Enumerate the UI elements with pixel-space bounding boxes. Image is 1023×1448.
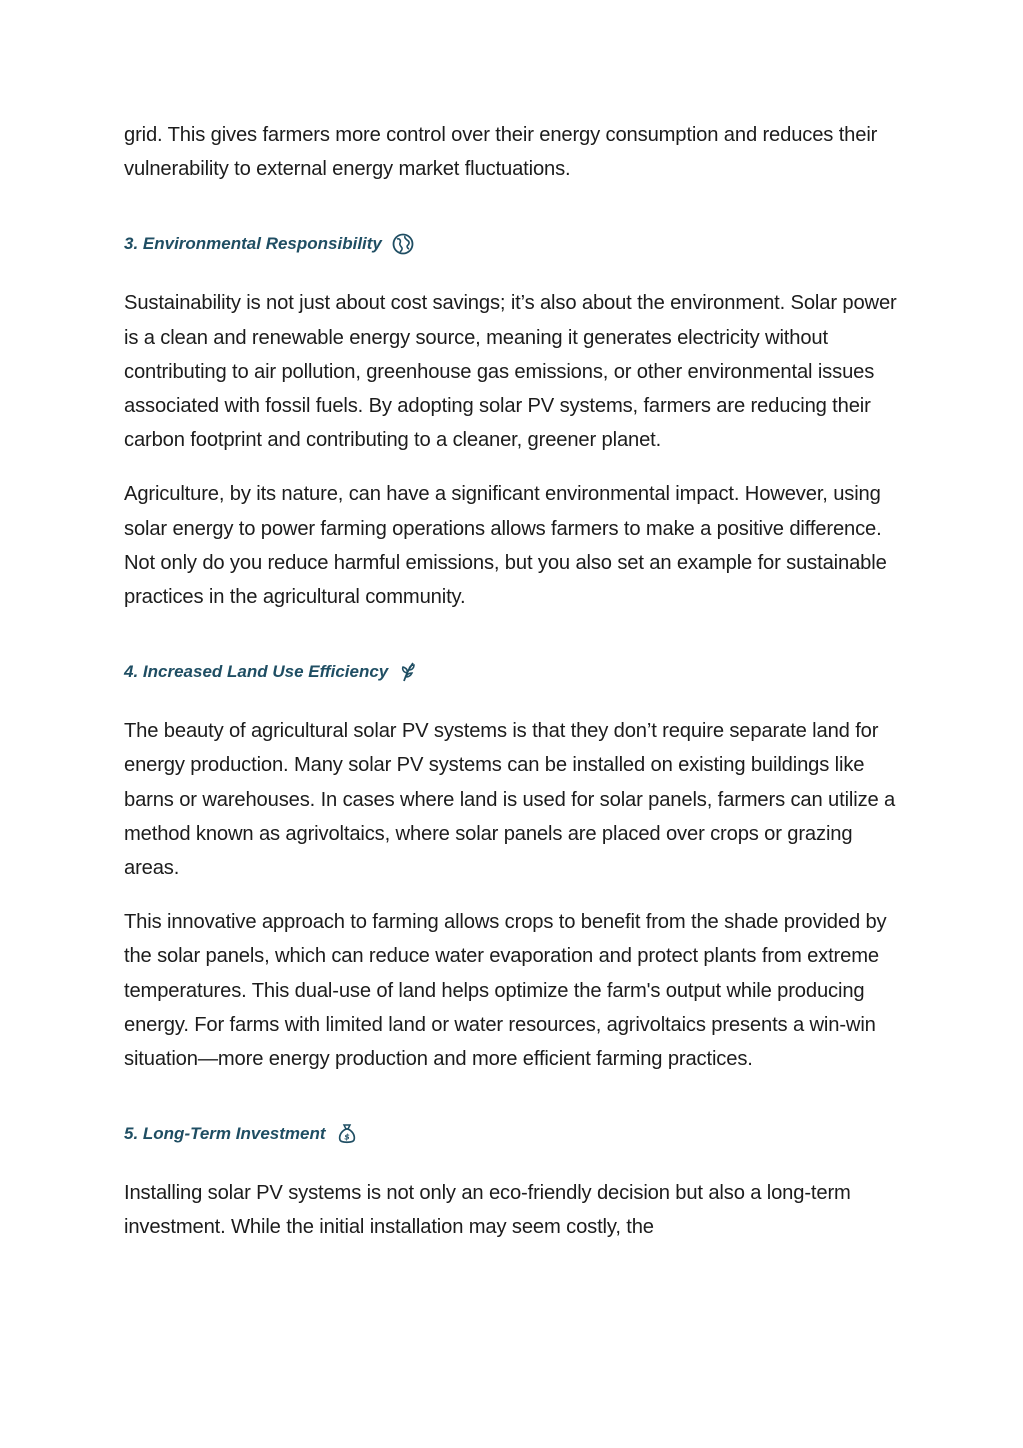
globe-icon xyxy=(392,233,414,255)
heading-environmental-responsibility xyxy=(124,230,904,258)
svg-text:$: $ xyxy=(343,1132,350,1142)
document-page xyxy=(124,118,904,1265)
paragraph-agrivoltaics-intro: The beauty of agricultural solar PV systems is that they don’t require separate land for energy production. Many solar PV systems can be installed on existing buildings like barns or warehouses. In cases where land is used for solar panels, farmers can utilize a method known as agrivoltaics, where solar panels are placed over crops or grazing areas. xyxy=(124,720,896,880)
heading-text: 5. Long-Term Investment xyxy=(124,1124,326,1144)
money-bag-icon xyxy=(336,1123,358,1145)
paragraph-grid-control: grid. This gives farmers more control over their energy consumption and reduces their vulnerability to external energy market fluctuations. xyxy=(124,124,878,181)
paragraph-investment: Installing solar PV systems is not only an eco-friendly decision but also a long-term investment. While the initial installation may seem costly, the xyxy=(124,1182,851,1239)
paragraph-agriculture-impact: Agriculture, by its nature, can have a significant environmental impact. However, using solar energy to power farming operations allows farmers to make a positive difference. Not only do you reduce harmful emissions, but you also set an example for sustainable practices in the agricultural community. xyxy=(124,483,887,609)
plant-icon xyxy=(398,661,420,683)
heading-land-use-efficiency xyxy=(124,658,904,686)
heading-text: 3. Environmental Responsibility xyxy=(124,234,382,254)
paragraph-agrivoltaics-benefits: This innovative approach to farming allows crops to benefit from the shade provided by the solar panels, which can reduce water evaporation and protect plants from extreme temperatures. This dual-use of land helps optimize the farm's output while producing energy. For farms with limited land or water resources, agrivoltaics presents a win-win situation—more energy production and more efficient farming practices. xyxy=(124,911,887,1071)
heading-text: 4. Increased Land Use Efficiency xyxy=(124,662,389,682)
heading-long-term-investment xyxy=(124,1120,904,1148)
paragraph-sustainability: Sustainability is not just about cost savings; it’s also about the environment. Solar power is a clean and renewable energy source, meaning it generates electricity without contributing to air pollution, greenhouse gas emissions, or other environmental issues associated with fossil fuels. By adopting solar PV systems, farmers are reducing their carbon footprint and contributing to a cleaner, greener planet. xyxy=(124,292,897,452)
